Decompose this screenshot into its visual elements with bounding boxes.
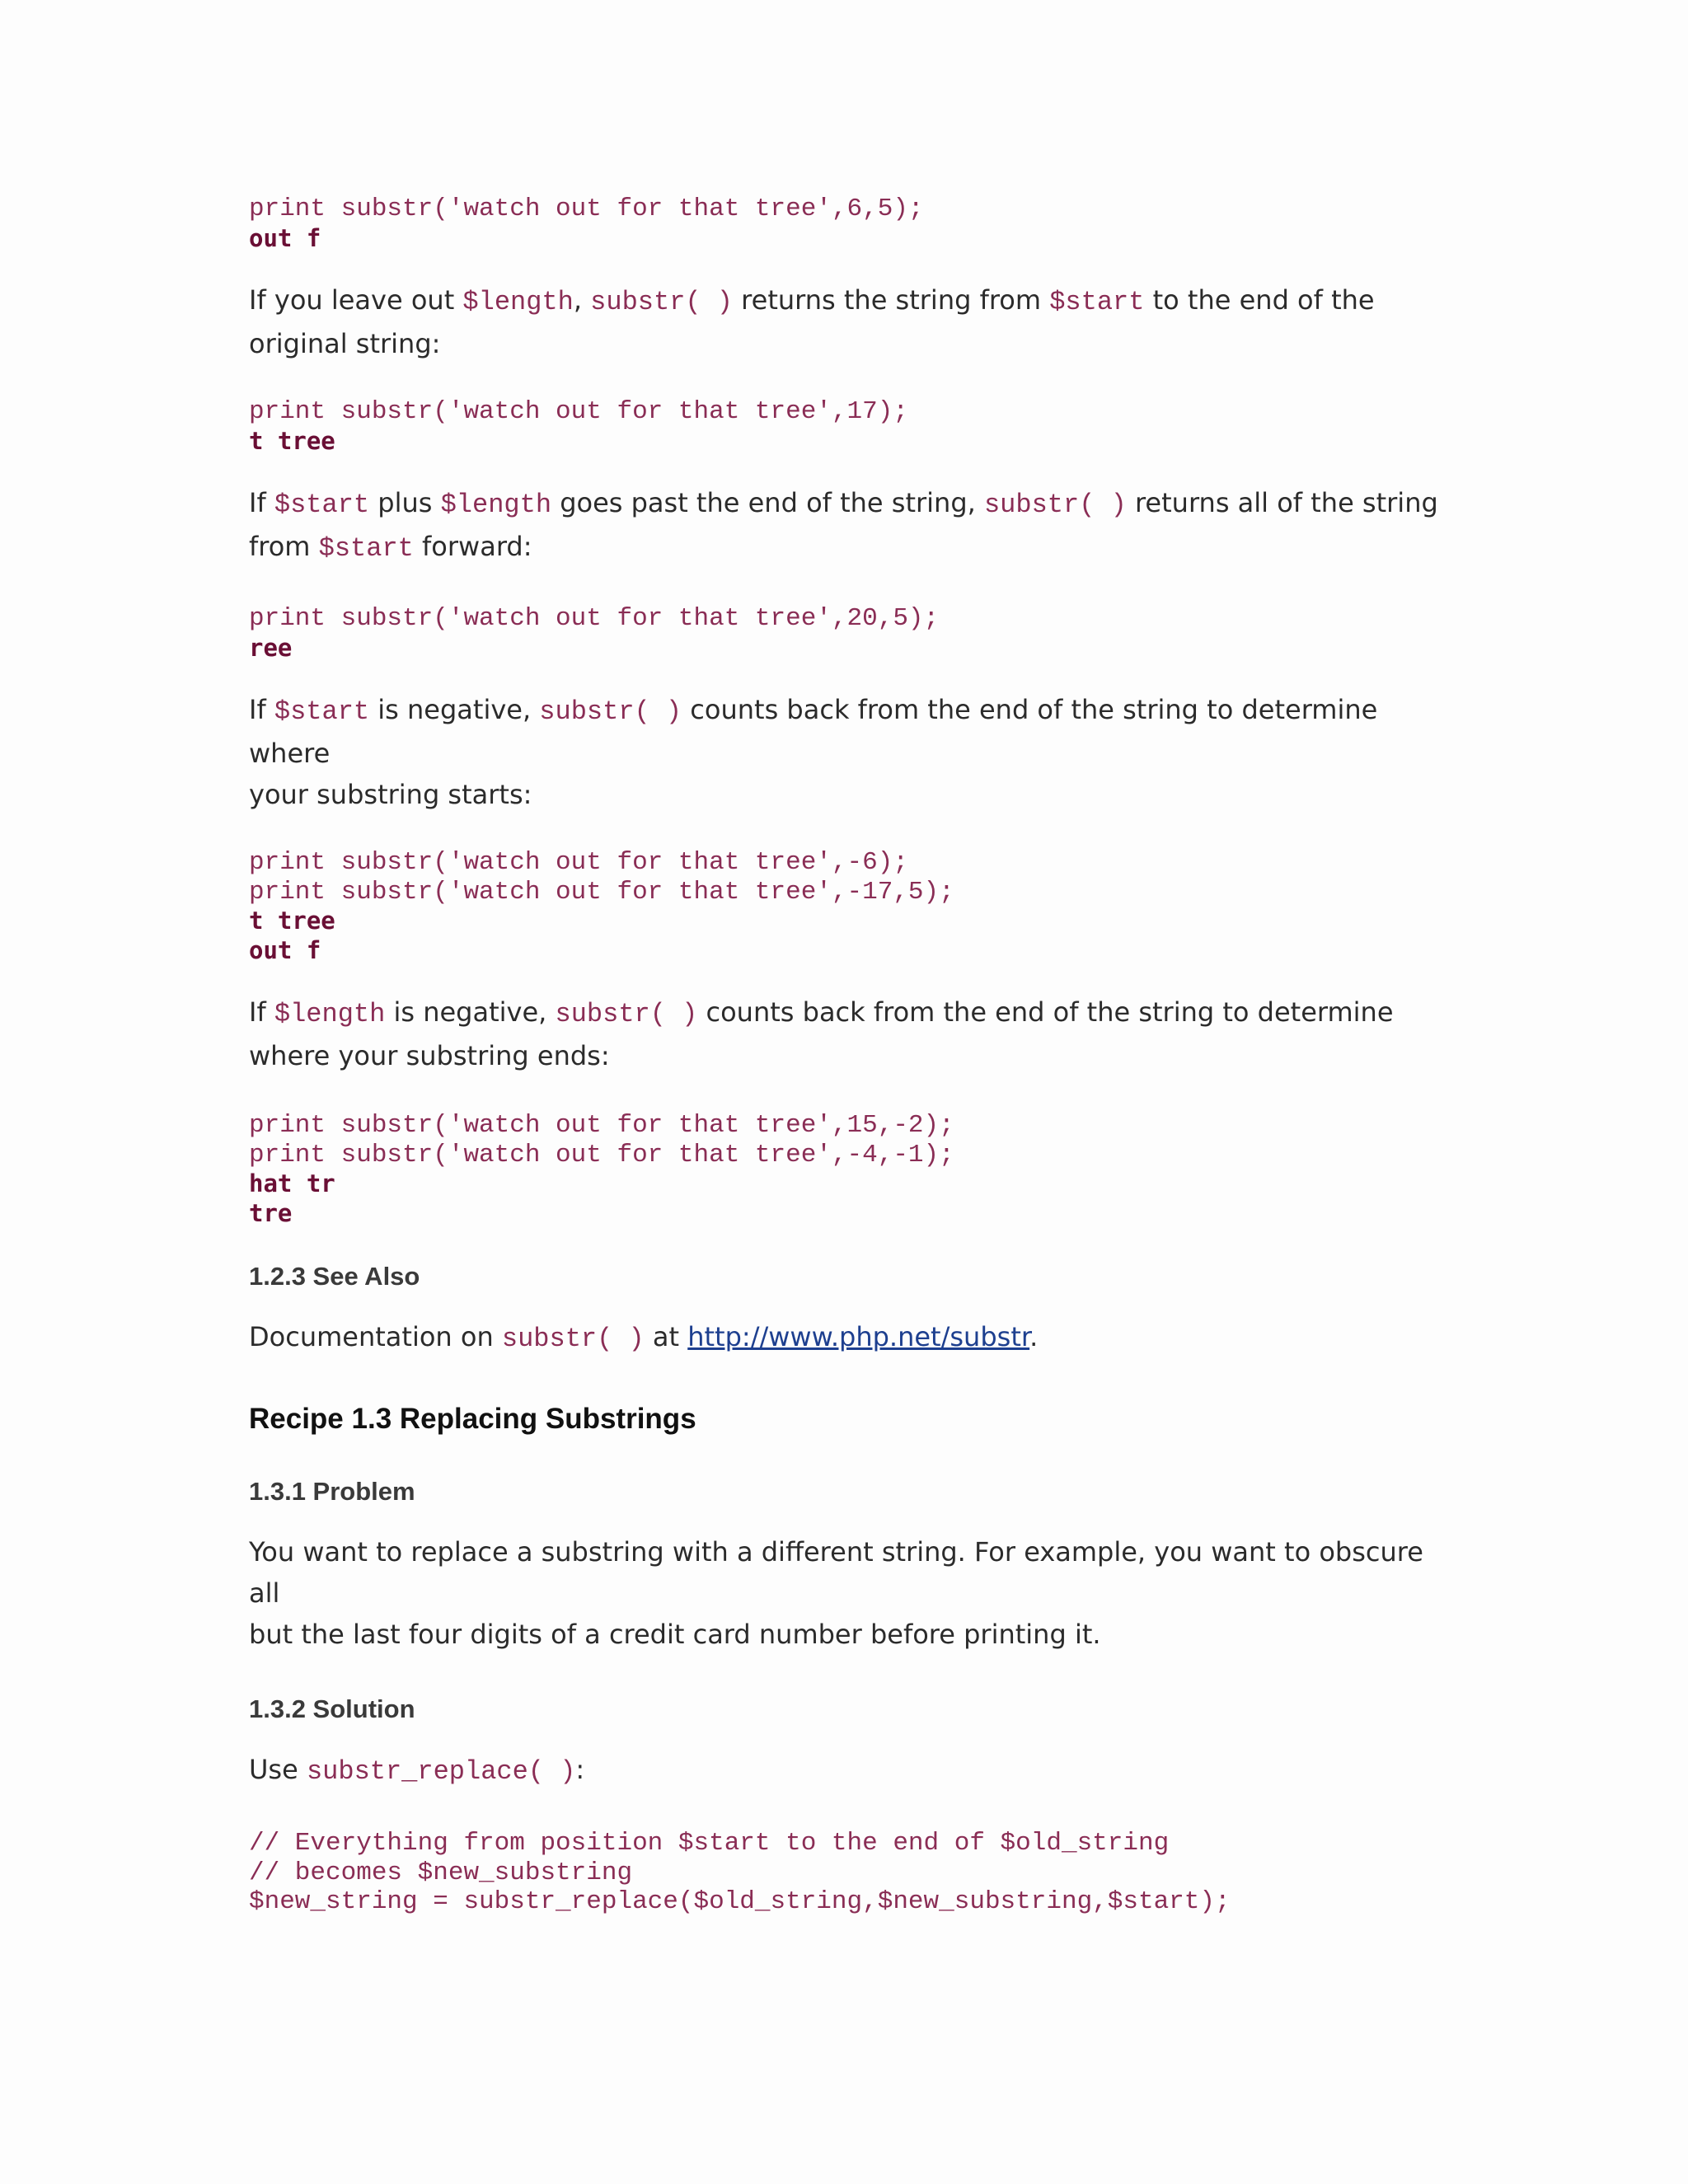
inline-code: $start (274, 490, 370, 520)
code-line: print substr('watch out for that tree',-6); (249, 848, 908, 877)
page-content (249, 194, 1452, 1917)
code-line: $new_string = substr_replace($old_string,$new_substring,$start); (249, 1887, 1231, 1916)
inline-code: $start (318, 533, 414, 564)
code-line: print substr('watch out for that tree',20,5); (249, 604, 940, 633)
paragraph-negative-start: If $start is negative, substr( ) counts back from the end of the string to determine where your substring starts: (249, 694, 1378, 810)
paragraph-negative-length: If $length is negative, substr( ) counts back from the end of the string to determine where your substring ends: (249, 996, 1394, 1071)
code-output-line: out f (249, 935, 321, 964)
paragraph-omit-length: If you leave out $length, substr( ) returns the string from $start to the end of the original string: (249, 284, 1375, 359)
paragraph-documentation: Documentation on substr( ) at http://www.php.net/substr. (249, 1321, 1039, 1354)
inline-code: substr( ) (501, 1324, 645, 1354)
heading-problem: 1.3.1 Problem (249, 1477, 415, 1506)
code-output-line: ree (249, 633, 293, 662)
code-line: print substr('watch out for that tree',-4,-1); (249, 1140, 954, 1169)
inline-code: substr( ) (539, 696, 682, 727)
code-output-line: tre (249, 1198, 293, 1227)
code-output-line: t tree (249, 426, 335, 455)
code-output-line: out f (249, 223, 321, 252)
inline-code: $start (1049, 287, 1145, 317)
code-example-2 (249, 397, 1452, 456)
code-example-4 (249, 848, 1452, 965)
paragraph-problem: You want to replace a substring with a different string. For example, you want to obscure all but the last four digits of a credit card number before printing it. (249, 1536, 1423, 1650)
code-line: print substr('watch out for that tree',17); (249, 397, 908, 426)
code-output-line: t tree (249, 907, 335, 935)
inline-code: $length (440, 490, 552, 520)
code-line: // Everything from position $start to the end of $old_string (249, 1829, 1170, 1858)
inline-code: substr( ) (555, 999, 698, 1029)
recipe-title: Recipe 1.3 Replacing Substrings (249, 1403, 696, 1435)
inline-code: substr_replace( ) (306, 1756, 576, 1787)
inline-code: substr( ) (983, 490, 1127, 520)
code-line: print substr('watch out for that tree',6,5); (249, 194, 924, 223)
code-line: // becomes $new_substring (249, 1858, 633, 1887)
code-example-1 (249, 194, 1452, 253)
heading-see-also: 1.2.3 See Also (249, 1262, 420, 1291)
code-example-5 (249, 1111, 1452, 1228)
inline-code: substr( ) (590, 287, 733, 317)
inline-code: $start (274, 696, 370, 727)
code-example-solution (249, 1829, 1452, 1917)
php-substr-link[interactable]: http://www.php.net/substr (687, 1321, 1030, 1352)
inline-code: $length (274, 999, 386, 1029)
code-output-line: hat tr (249, 1169, 335, 1197)
inline-code: $length (462, 287, 574, 317)
code-line: print substr('watch out for that tree',15,-2); (249, 1111, 954, 1140)
code-line: print substr('watch out for that tree',-17,5); (249, 877, 954, 907)
paragraph-past-end: If $start plus $length goes past the end of the string, substr( ) returns all of the string from $start forward: (249, 487, 1438, 564)
heading-solution: 1.3.2 Solution (249, 1694, 415, 1723)
code-example-3 (249, 604, 1452, 663)
paragraph-solution: Use substr_replace( ): (249, 1754, 585, 1787)
